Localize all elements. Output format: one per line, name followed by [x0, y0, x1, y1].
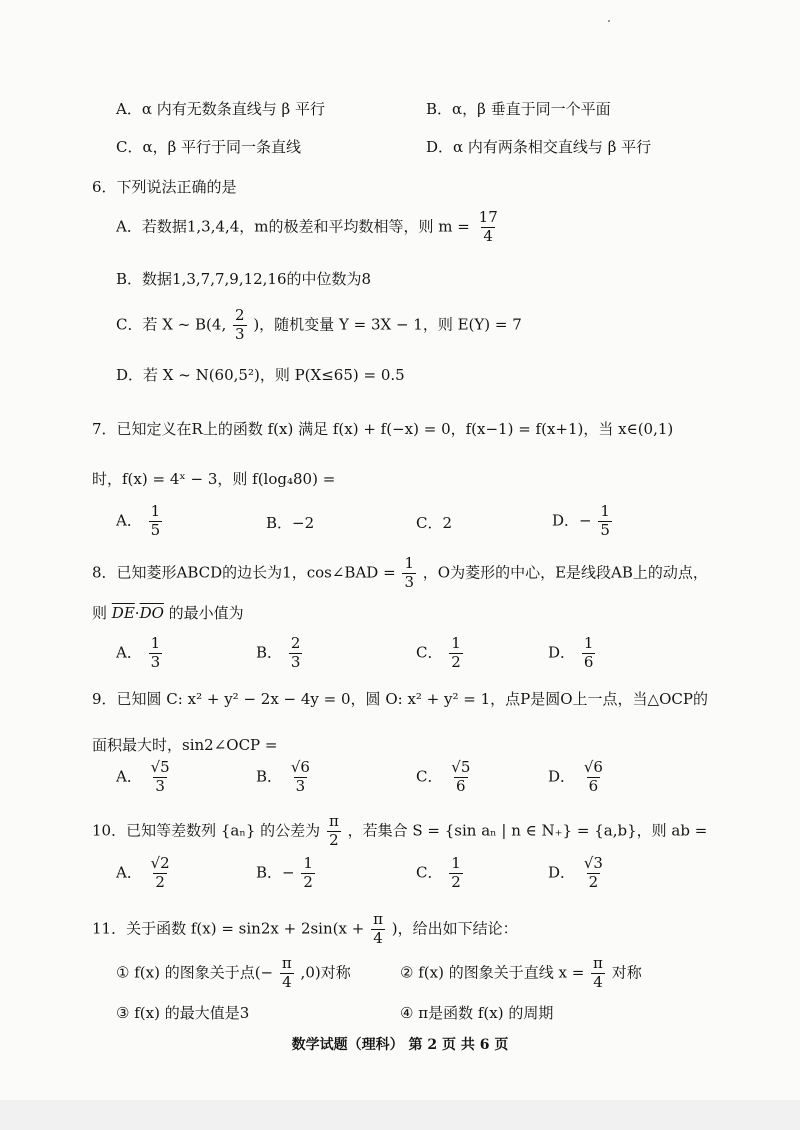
fraction-numerator: √6 — [583, 758, 603, 776]
q8-stem-pre: 8．已知菱形ABCD的边长为1，cos∠BAD = — [92, 563, 396, 582]
q7-stem-line1: 7．已知定义在R上的函数 f(x) 满足 f(x) + f(−x) = 0，f(x−1) = f(x+1)，当 x∈(0,1) — [92, 420, 674, 438]
fraction-denominator: 3 — [235, 324, 245, 343]
fraction-numerator: 2 — [290, 634, 301, 652]
q8-stem-fraction — [402, 556, 416, 591]
q7-option-d — [552, 504, 614, 539]
fraction-numerator: √2 — [150, 854, 170, 872]
fraction-denominator: 5 — [600, 520, 610, 539]
fraction-numerator: 1 — [150, 634, 161, 652]
q10-stem-pre: 10．已知等差数列 {aₙ} 的公差为 — [92, 821, 321, 840]
fraction-numerator: 1 — [303, 854, 313, 872]
q10-option-c-fraction — [449, 856, 463, 891]
q6-stem: 6．下列说法正确的是 — [92, 178, 237, 196]
q8-option-b-label: B． — [256, 643, 283, 662]
q8-option-a — [116, 636, 164, 671]
q7-option-a-fraction — [149, 504, 163, 539]
q9-stem-line1: 9．已知圆 C: x² + y² − 2x − 4y = 0，圆 O: x² + y² = 1，点P是圆O上一点，当△OCP的 — [92, 690, 708, 708]
fraction-numerator: 1 — [583, 634, 594, 652]
q8-option-c-fraction — [449, 636, 463, 671]
q8-option-d-fraction — [582, 636, 596, 671]
q9-option-b-fraction — [289, 760, 312, 795]
q8-stem2-post: 的最小值为 — [168, 604, 244, 622]
q9-option-c-fraction — [449, 760, 472, 795]
q11-stem-post: )，给出如下结论： — [391, 919, 518, 938]
fraction-denominator: 2 — [451, 652, 461, 671]
q10-option-a — [116, 856, 174, 891]
fraction-numerator: π — [328, 812, 339, 830]
q8-stem-post: ，O为菱形的中心，E是线段AB上的动点， — [422, 563, 708, 582]
q10-stem — [92, 814, 707, 849]
fraction-denominator: 4 — [593, 972, 603, 991]
q11-c1-post: ,0)对称 — [300, 963, 351, 982]
q6-option-a — [116, 210, 502, 245]
q10-option-d — [548, 856, 607, 891]
q9-option-a-label: A． — [116, 767, 142, 786]
q6-option-c-fraction — [233, 308, 247, 343]
q9-option-d-label: D． — [548, 767, 576, 786]
q7-option-d-label: D．− — [552, 511, 592, 530]
q8-stem-line1 — [92, 556, 708, 591]
vector-de: $\overline{DE}$ — [111, 604, 135, 622]
q8-option-d-label: D． — [548, 643, 576, 662]
q11-c2-fraction — [591, 956, 605, 991]
q11-stem — [92, 912, 518, 947]
q8-option-c — [416, 636, 465, 671]
q9-option-b — [256, 760, 314, 795]
vector-do: $\overline{DO}$ — [139, 604, 164, 622]
q7-option-c: C．2 — [416, 514, 453, 532]
fraction-numerator: 1 — [451, 854, 461, 872]
q10-stem-post: ，若集合 S = {sin aₙ | n ∈ N₊} = {a,b}，则 ab = — [347, 821, 708, 840]
q11-c1-pre: ① f(x) 的图象关于点(− — [116, 963, 274, 982]
fraction-denominator: 2 — [588, 872, 599, 891]
q5-option-d: D．α 内有两条相交直线与 β 平行 — [426, 138, 652, 156]
q11-stem-fraction — [371, 912, 385, 947]
q5-option-b: B．α，β 垂直于同一个平面 — [426, 100, 611, 118]
q10-option-d-label: D． — [548, 863, 576, 882]
dot-operator: · — [134, 604, 140, 622]
q9-option-a-fraction — [149, 760, 172, 795]
q10-stem-fraction — [327, 814, 341, 849]
fraction-denominator: 6 — [456, 776, 466, 795]
fraction-denominator: 4 — [282, 972, 292, 991]
fraction-denominator: 3 — [150, 652, 161, 671]
q9-option-a — [116, 760, 174, 795]
q8-stem2-pre: 则 — [92, 604, 108, 622]
q10-option-a-fraction — [149, 856, 172, 891]
fraction-numerator: 17 — [478, 208, 498, 226]
q11-c2-post: 对称 — [611, 963, 642, 982]
q9-option-b-label: B． — [256, 767, 283, 786]
fraction-denominator: 4 — [373, 928, 383, 947]
q7-stem-line2: 时，f(x) = 4ˣ − 3，则 f(log₄80) = — [92, 470, 336, 488]
fraction-numerator: √3 — [583, 854, 603, 872]
q11-conclusion-3: ③ f(x) 的最大值是3 — [116, 1004, 250, 1022]
q9-option-d — [548, 760, 607, 795]
q6-option-c-post: )，随机变量 Y = 3X − 1，则 E(Y) = 7 — [253, 315, 522, 334]
fraction-numerator: 2 — [235, 306, 245, 324]
fraction-denominator: 4 — [483, 226, 493, 245]
q5-option-c: C．α，β 平行于同一条直线 — [116, 138, 302, 156]
q11-conclusion-1 — [116, 956, 351, 991]
q6-option-a-text: A．若数据1,3,4,4，m的极差和平均数相等，则 m = — [116, 217, 470, 236]
fraction-denominator: 3 — [155, 776, 165, 795]
fraction-denominator: 5 — [150, 520, 161, 539]
q11-stem-pre: 11．关于函数 f(x) = sin2x + 2sin(x + — [92, 919, 365, 938]
fraction-numerator: π — [281, 954, 292, 972]
q10-option-b-label: B．− — [256, 863, 295, 882]
q11-conclusion-2 — [400, 956, 642, 991]
q11-c1-fraction — [280, 956, 294, 991]
q11-c2-pre: ② f(x) 的图象关于直线 x = — [400, 963, 585, 982]
fraction-numerator: π — [593, 954, 603, 972]
q8-stem-line2 — [92, 602, 244, 624]
q8-option-d — [548, 636, 597, 671]
q6-option-c-pre: C．若 X ~ B(4, — [116, 315, 227, 334]
q8-option-a-label: A． — [116, 643, 142, 662]
q9-option-c — [416, 760, 474, 795]
q8-option-b — [256, 636, 304, 671]
fraction-numerator: 1 — [404, 554, 414, 572]
q8-option-b-fraction — [289, 636, 303, 671]
speck-mark — [608, 20, 610, 22]
q11-conclusion-4: ④ π是函数 f(x) 的周期 — [400, 1004, 554, 1022]
q10-option-a-label: A． — [116, 863, 142, 882]
fraction-denominator: 2 — [155, 872, 165, 891]
scan-bottom-band — [0, 1100, 800, 1130]
q7-option-a — [116, 504, 164, 539]
q6-option-b: B．数据1,3,7,7,9,12,16的中位数为8 — [116, 270, 372, 288]
q8-option-a-fraction — [149, 636, 163, 671]
fraction-numerator: 1 — [451, 634, 461, 652]
fraction-denominator: 6 — [588, 776, 599, 795]
q9-option-c-label: C． — [416, 767, 443, 786]
fraction-numerator: √5 — [150, 758, 170, 776]
fraction-denominator: 2 — [451, 872, 461, 891]
fraction-denominator: 2 — [329, 830, 339, 849]
fraction-denominator: 2 — [303, 872, 313, 891]
fraction-numerator: √5 — [451, 758, 471, 776]
q10-option-c-label: C． — [416, 863, 443, 882]
fraction-numerator: √6 — [290, 758, 310, 776]
q10-option-c — [416, 856, 465, 891]
fraction-numerator: 1 — [150, 502, 161, 520]
q6-option-c — [116, 308, 522, 343]
fraction-denominator: 3 — [290, 652, 301, 671]
q10-option-b-fraction — [301, 856, 315, 891]
q8-option-c-label: C． — [416, 643, 443, 662]
q6-option-a-fraction — [477, 210, 500, 245]
q10-option-d-fraction — [582, 856, 605, 891]
fraction-denominator: 3 — [404, 572, 414, 591]
fraction-numerator: π — [373, 910, 383, 928]
fraction-denominator: 3 — [295, 776, 306, 795]
q7-option-a-label: A． — [116, 511, 142, 530]
q10-option-b — [256, 856, 317, 891]
q9-option-d-fraction — [582, 760, 605, 795]
q5-option-a: A．α 内有无数条直线与 β 平行 — [116, 100, 325, 118]
fraction-denominator: 6 — [583, 652, 594, 671]
q7-option-b: B．−2 — [266, 514, 315, 532]
q6-option-d: D．若 X ~ N(60,5²)，则 P(X≤65) = 0.5 — [116, 366, 405, 384]
fraction-numerator: 1 — [600, 502, 610, 520]
q7-option-d-fraction — [598, 504, 612, 539]
page-footer: 数学试题（理科） 第 2 页 共 6 页 — [291, 1037, 509, 1053]
q9-stem-line2: 面积最大时，sin2∠OCP = — [92, 736, 278, 754]
